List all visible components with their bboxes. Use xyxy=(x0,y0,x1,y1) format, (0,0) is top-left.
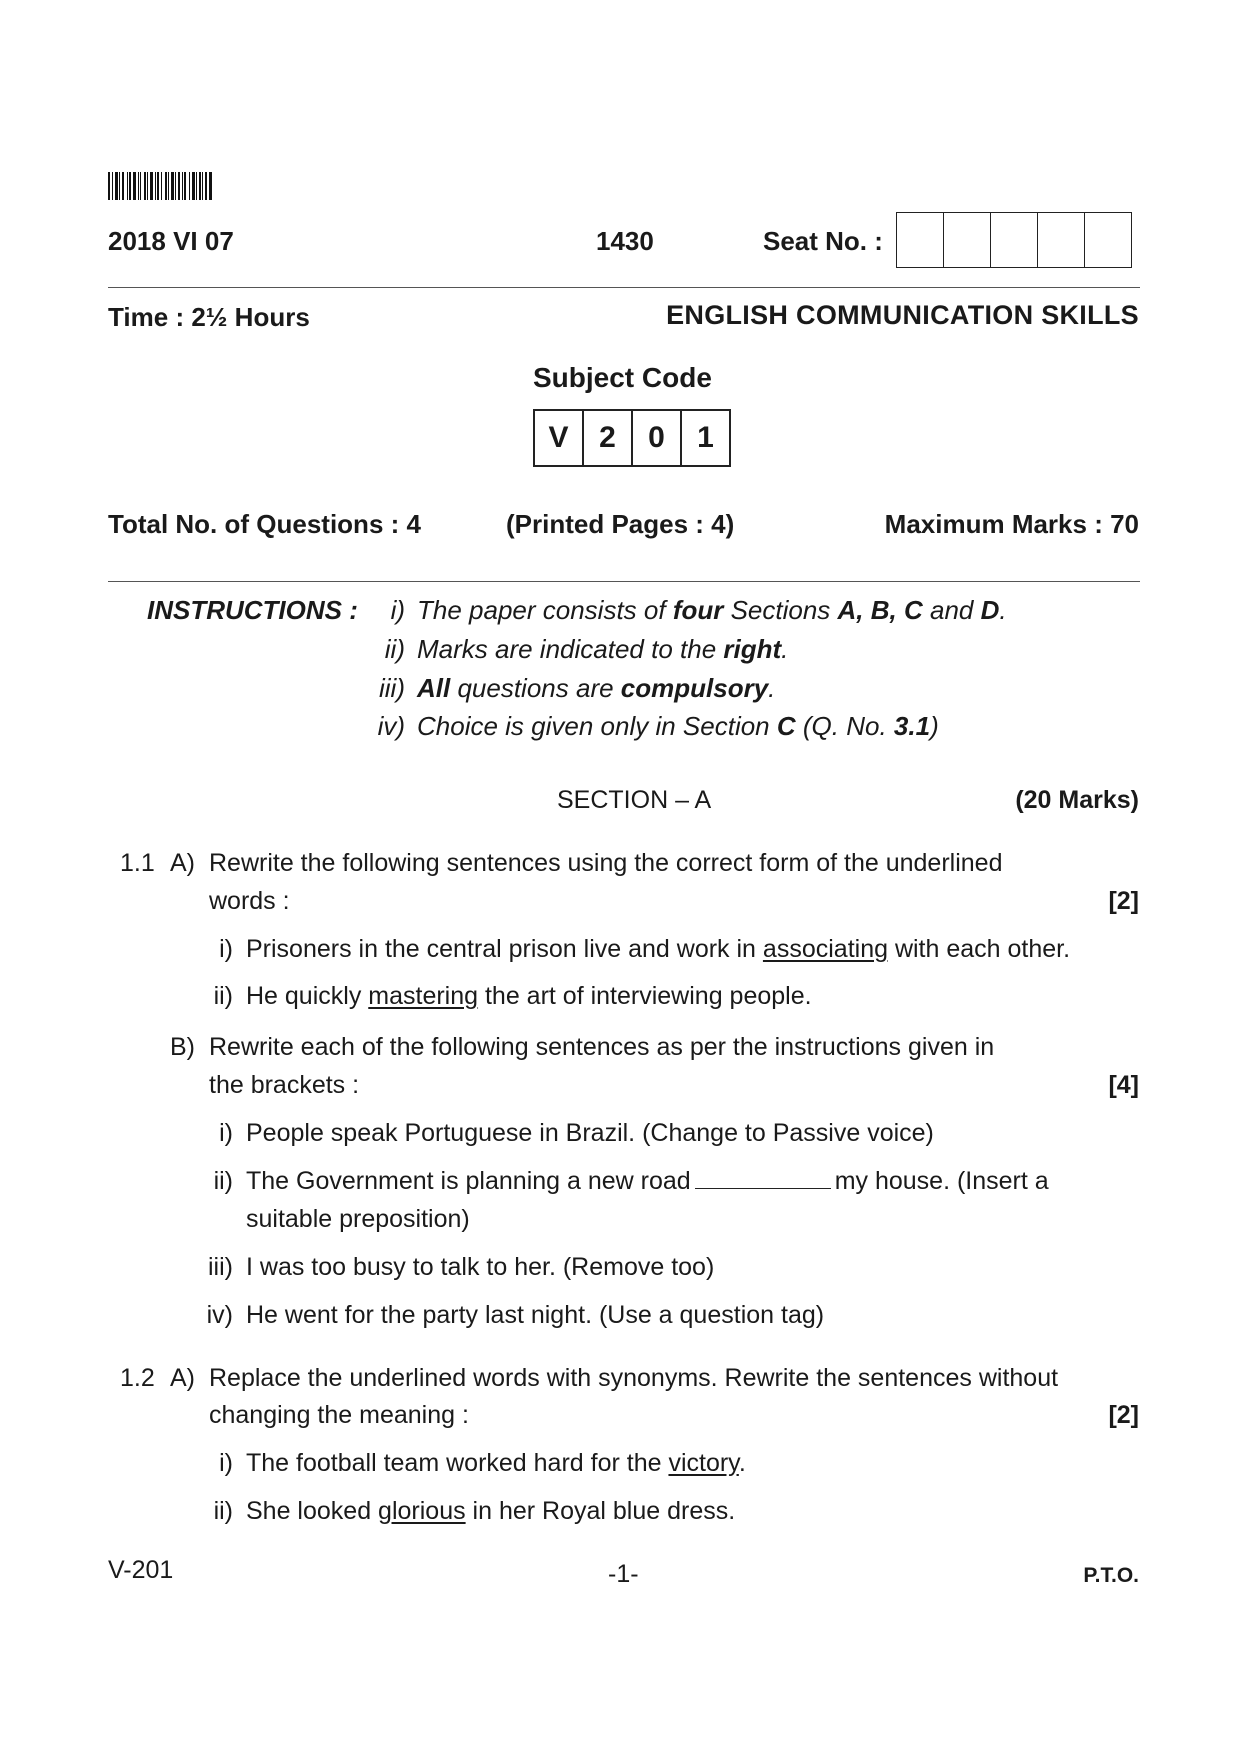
paper-code: 2018 VI 07 xyxy=(108,226,234,256)
seat-box[interactable] xyxy=(943,213,990,267)
question-marks: [4] xyxy=(1108,1071,1139,1099)
item-text: She looked glorious in her Royal blue dress. xyxy=(246,1497,736,1525)
item-number: i) xyxy=(219,935,233,963)
barcode xyxy=(108,172,212,200)
item-text: I was too busy to talk to her. (Remove too) xyxy=(246,1253,715,1281)
subject-title: ENGLISH COMMUNICATION SKILLS xyxy=(666,300,1139,330)
instruction-item: Marks are indicated to the right. xyxy=(417,634,789,664)
divider xyxy=(108,581,1140,582)
sub-question-letter: B) xyxy=(170,1033,195,1061)
item-number: iv) xyxy=(206,1301,233,1329)
instructions-label: INSTRUCTIONS : xyxy=(147,595,358,625)
footer-code: V-201 xyxy=(108,1556,174,1584)
item-number: ii) xyxy=(213,1167,233,1195)
sub-question-letter: A) xyxy=(170,1364,195,1392)
instruction-item: The paper consists of four Sections A, B, C and D. xyxy=(417,595,1007,625)
question-text: the brackets : xyxy=(209,1071,360,1099)
page-number: -1- xyxy=(608,1560,639,1588)
instruction-num: iii) xyxy=(379,673,405,703)
printed-pages: (Printed Pages : 4) xyxy=(506,509,735,539)
subject-code-char: V xyxy=(548,421,569,454)
seat-label: Seat No. : xyxy=(763,226,883,256)
fill-in-blank[interactable] xyxy=(695,1168,831,1189)
item-text: suitable preposition) xyxy=(246,1205,470,1233)
center-code: 1430 xyxy=(596,226,654,256)
item-number: i) xyxy=(219,1119,233,1147)
subject-code-char: 0 xyxy=(631,411,680,465)
item-text: Prisoners in the central prison live and work in associating with each other. xyxy=(246,935,1071,963)
question-text: Rewrite the following sentences using the correct form of the underlined xyxy=(209,849,1003,877)
subject-code-label: Subject Code xyxy=(533,362,712,393)
seat-box[interactable] xyxy=(897,213,943,267)
question-text: Replace the underlined words with synonyms. Rewrite the sentences without xyxy=(209,1364,1059,1392)
instruction-item: All questions are compulsory. xyxy=(417,673,776,703)
item-text: He quickly mastering the art of interviewing people. xyxy=(246,982,812,1010)
item-number: ii) xyxy=(213,982,233,1010)
subject-code-char: 1 xyxy=(680,411,729,465)
question-number: 1.1 xyxy=(120,849,155,877)
seat-number-boxes[interactable] xyxy=(896,212,1132,268)
seat-box[interactable] xyxy=(990,213,1037,267)
section-marks: (20 Marks) xyxy=(1015,786,1139,814)
pto-label: P.T.O. xyxy=(1083,1564,1139,1587)
item-text: The football team worked hard for the victory. xyxy=(246,1449,746,1477)
question-text: changing the meaning : xyxy=(209,1401,469,1429)
question-marks: [2] xyxy=(1108,887,1139,915)
time-allowed: Time : 2½ Hours xyxy=(108,302,310,332)
item-number: ii) xyxy=(213,1497,233,1525)
question-marks: [2] xyxy=(1108,1401,1139,1429)
subject-code-char: 2 xyxy=(582,411,631,465)
divider xyxy=(108,287,1140,288)
question-text: Rewrite each of the following sentences as per the instructions given in xyxy=(209,1033,995,1061)
item-text: He went for the party last night. (Use a question tag) xyxy=(246,1301,825,1329)
item-text: People speak Portuguese in Brazil. (Change to Passive voice) xyxy=(246,1119,934,1147)
item-text: The Government is planning a new road my house. (Insert a xyxy=(246,1167,1049,1195)
question-number: 1.2 xyxy=(120,1364,155,1392)
seat-box[interactable] xyxy=(1037,213,1084,267)
instruction-num: iv) xyxy=(377,711,405,741)
question-text: words : xyxy=(209,887,290,915)
item-number: iii) xyxy=(208,1253,233,1281)
item-number: i) xyxy=(219,1449,233,1477)
total-questions: Total No. of Questions : 4 xyxy=(108,509,421,539)
sub-question-letter: A) xyxy=(170,849,195,877)
section-title: SECTION – A xyxy=(557,786,712,814)
instruction-num: i) xyxy=(390,595,405,625)
max-marks: Maximum Marks : 70 xyxy=(884,509,1139,539)
subject-code-boxes xyxy=(533,409,731,467)
seat-box[interactable] xyxy=(1084,213,1131,267)
instruction-num: ii) xyxy=(384,634,405,664)
instruction-item: Choice is given only in Section C (Q. No. 3.1) xyxy=(417,711,939,741)
